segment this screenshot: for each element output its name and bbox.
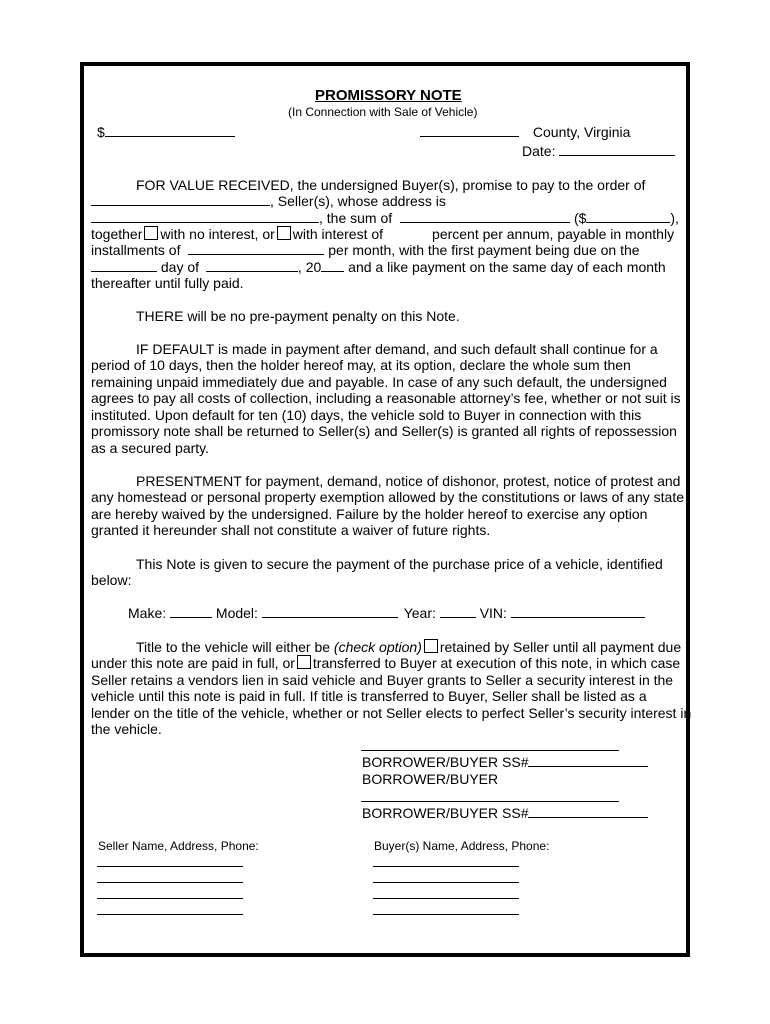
buyer1-signature-line[interactable] bbox=[361, 750, 619, 751]
buyer-1-label: BORROWER/BUYER bbox=[362, 771, 499, 787]
para6-line6: the vehicle. bbox=[91, 721, 162, 737]
with-interest-checkbox[interactable] bbox=[277, 226, 291, 240]
para1-line3 bbox=[91, 210, 679, 227]
para2: THERE will be no pre-payment penalty on this Note. bbox=[136, 308, 460, 324]
installment-blank[interactable] bbox=[188, 242, 324, 255]
seller-contact-line[interactable] bbox=[97, 914, 243, 915]
para1-line6-a: day of bbox=[160, 259, 200, 275]
seller-contact-label: Seller Name, Address, Phone: bbox=[98, 839, 259, 853]
year-label: Year: bbox=[403, 605, 436, 621]
date-field[interactable] bbox=[522, 143, 675, 160]
para4-line1: PRESENTMENT for payment, demand, notice of dishonor, protest, notice of protest and bbox=[136, 473, 681, 489]
para4-line2: any homestead or personal property exemption allowed by the constitutions or laws of any state bbox=[91, 489, 684, 505]
para1-line5-b: per month, with the first payment being due on the bbox=[328, 242, 640, 258]
dollar-sign: $ bbox=[97, 124, 105, 140]
para1-line1: FOR VALUE RECEIVED, the undersigned Buyer(s), promise to pay to the order of bbox=[136, 177, 646, 193]
date-label: Date: bbox=[522, 143, 556, 159]
para1-line4-d: percent per annum, payable in monthly bbox=[432, 226, 675, 242]
check-option-text: (check option) bbox=[333, 639, 422, 655]
buyer-ss-2 bbox=[362, 805, 648, 822]
para1-line2 bbox=[91, 193, 446, 210]
para6-line2-a: under this note are paid in full, or bbox=[91, 655, 295, 671]
amount-blank[interactable] bbox=[105, 124, 235, 137]
seller-name-blank[interactable] bbox=[91, 193, 270, 206]
transferred-to-buyer-checkbox[interactable] bbox=[297, 655, 311, 669]
buyer-ss-2-label: BORROWER/BUYER SS# bbox=[362, 805, 529, 821]
para1-line4-a: together bbox=[91, 226, 143, 242]
document-title: PROMISSORY NOTE bbox=[315, 87, 462, 104]
sum-number-blank[interactable] bbox=[586, 210, 670, 223]
seller-address-blank[interactable] bbox=[91, 210, 319, 223]
buyer-ss-1-label: BORROWER/BUYER SS# bbox=[362, 754, 529, 770]
para6-line2-b: transferred to Buyer at execution of this note, in which case bbox=[312, 655, 681, 671]
seller-contact-line[interactable] bbox=[97, 866, 243, 867]
buyer-ss-2-blank[interactable] bbox=[528, 805, 648, 818]
para4-line4: granted it hereunder shall not constitute a waiver of future rights. bbox=[91, 522, 491, 538]
make-blank[interactable] bbox=[170, 605, 212, 618]
year-blank[interactable] bbox=[321, 259, 344, 272]
county-label: County, Virginia bbox=[532, 124, 631, 140]
para5-line1: This Note is given to secure the payment of the purchase price of a vehicle, identified bbox=[136, 556, 663, 572]
para1-line3-paren: ($ bbox=[573, 210, 587, 226]
para6-line5: lender on the title of the vehicle, whether or not Seller elects to perfect Seller’s security interest in bbox=[91, 705, 692, 721]
no-interest-checkbox[interactable] bbox=[144, 226, 158, 240]
vehicle-year-blank[interactable] bbox=[440, 605, 476, 618]
para4-line3: are hereby waived by the undersigned. Failure by the holder hereof to exercise any option bbox=[91, 506, 648, 522]
para1-line4 bbox=[91, 226, 674, 243]
para1-line2-text: , Seller(s), whose address is bbox=[270, 193, 446, 209]
buyer-contact-line[interactable] bbox=[373, 882, 519, 883]
first-payment-day-blank[interactable] bbox=[91, 259, 157, 272]
vin-blank[interactable] bbox=[511, 605, 645, 618]
county-field[interactable] bbox=[420, 124, 630, 141]
document-subtitle: (In Connection with Sale of Vehicle) bbox=[288, 105, 478, 119]
first-payment-month-blank[interactable] bbox=[206, 259, 298, 272]
para3-line7: as a secured party. bbox=[91, 440, 210, 456]
para3-line6: promissory note shall be returned to Seller(s) and Seller(s) is granted all rights of repossession bbox=[91, 423, 677, 439]
para3-line3: remaining unpaid immediately due and payable. In case of any such default, the undersigned bbox=[91, 374, 667, 390]
date-blank[interactable] bbox=[559, 143, 675, 156]
para1-line6-c: and a like payment on the same day of each month bbox=[348, 259, 666, 275]
buyer-ss-1 bbox=[362, 754, 648, 771]
model-label: Model: bbox=[215, 605, 258, 621]
para5-line2: below: bbox=[91, 572, 132, 588]
vin-label: VIN: bbox=[479, 605, 507, 621]
para6-line1 bbox=[136, 639, 681, 656]
para1-line4-c: with interest of bbox=[292, 226, 384, 242]
seller-contact-line[interactable] bbox=[97, 898, 243, 899]
buyer-contact-label: Buyer(s) Name, Address, Phone: bbox=[374, 839, 550, 853]
buyer-ss-1-blank[interactable] bbox=[528, 754, 648, 767]
para3-line2: period of 10 days, then the holder hereof may, at its option, declare the whole sum then bbox=[91, 357, 631, 373]
para1-line6 bbox=[91, 259, 666, 276]
para3-line5: instituted. Upon default for ten (10) days, the vehicle sold to Buyer in connection with this bbox=[91, 407, 642, 423]
para6-line1-a: Title to the vehicle will either be bbox=[136, 639, 331, 655]
sum-words-blank[interactable] bbox=[400, 210, 570, 223]
para6-line1-b: retained by Seller until all payment due bbox=[439, 639, 682, 655]
buyer2-signature-line[interactable] bbox=[361, 801, 619, 802]
para3-line4: agrees to pay all costs of collection, including a reasonable attorney’s fee, whether or not suit is bbox=[91, 390, 681, 406]
vehicle-details-row bbox=[128, 605, 645, 622]
para3-line1: IF DEFAULT is made in payment after demand, and such default shall continue for a bbox=[136, 341, 658, 357]
para1-line3-text: , the sum of bbox=[319, 210, 393, 226]
make-label: Make: bbox=[128, 605, 167, 621]
model-blank[interactable] bbox=[262, 605, 398, 618]
para6-line2 bbox=[91, 655, 680, 672]
para6-line4: vehicle until this note is paid in full. If title is transferred to Buyer, Seller shall be listed as a bbox=[91, 688, 647, 704]
buyer-contact-line[interactable] bbox=[373, 866, 519, 867]
amount-field[interactable] bbox=[97, 124, 235, 141]
seller-contact-line[interactable] bbox=[97, 882, 243, 883]
buyer-contact-line[interactable] bbox=[373, 898, 519, 899]
para1-line5 bbox=[91, 242, 640, 259]
para1-line5-a: installments of bbox=[91, 242, 181, 258]
buyer-contact-line[interactable] bbox=[373, 914, 519, 915]
para1-line4-b: with no interest, or bbox=[160, 226, 275, 242]
para1-line7: thereafter until fully paid. bbox=[91, 275, 244, 291]
retained-by-seller-checkbox[interactable] bbox=[424, 639, 438, 653]
para1-line3-end: ), bbox=[670, 210, 679, 226]
county-blank[interactable] bbox=[420, 124, 519, 137]
para6-line3: Seller retains a vendors lien in said vehicle and Buyer grants to Seller a security interest in the bbox=[91, 672, 674, 688]
para1-line6-b: , 20 bbox=[297, 259, 322, 275]
